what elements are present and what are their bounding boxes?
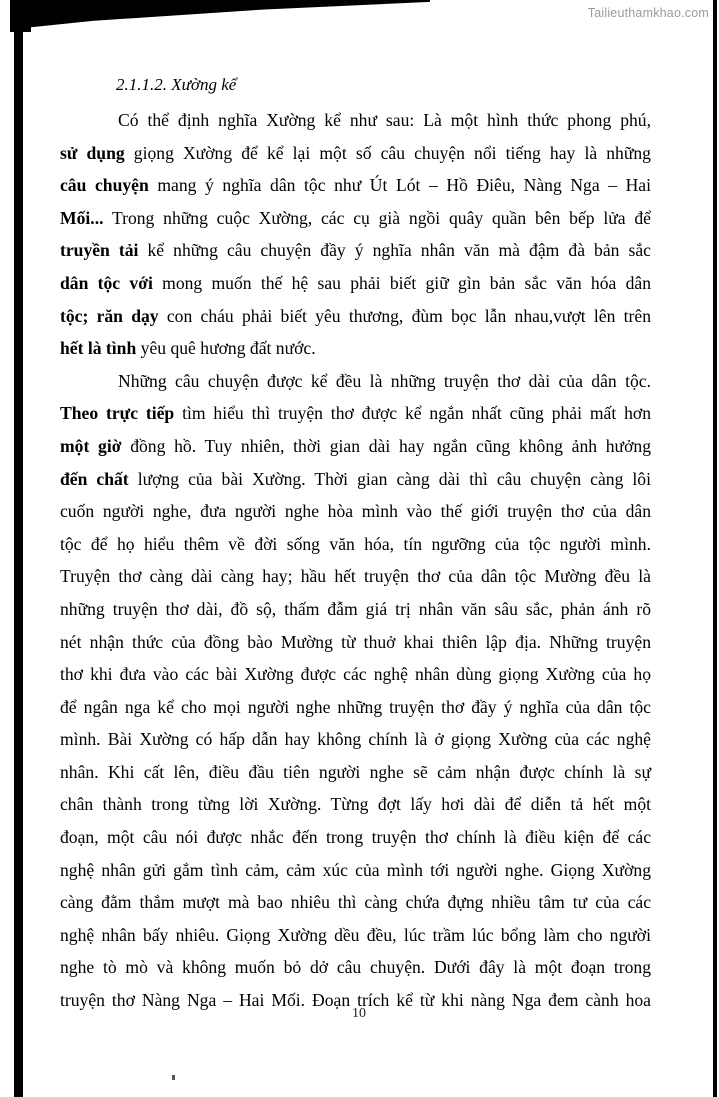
line-text: nhân. Khi cất lên, điều đầu tiên người nghe sẽ cảm nhận được chính là sự xyxy=(60,761,651,782)
line-text: con cháu phải biết yêu thương, đùm bọc lẫn nhau,vượt lên trên xyxy=(158,305,652,326)
text-line xyxy=(60,234,651,267)
scan-left-border xyxy=(14,0,23,1097)
bold-lead: sử dụng xyxy=(60,142,125,163)
text-line xyxy=(60,886,651,919)
text-line xyxy=(60,528,651,561)
line-text: mang ý nghĩa dân tộc như Út Lót – Hồ Điêu, Nàng Nga – Hai xyxy=(148,175,651,196)
text-line xyxy=(60,723,651,756)
text-line xyxy=(60,593,651,626)
document-body xyxy=(60,104,651,1017)
line-text: yêu quê hương đất nước. xyxy=(136,338,316,359)
text-line xyxy=(60,854,651,887)
line-text: cuốn người nghe, đưa người nghe hòa mình vào thế giới truyện thơ của dân xyxy=(60,501,651,522)
scan-speck xyxy=(172,1075,175,1080)
text-line xyxy=(60,919,651,952)
line-text: mong muốn thế hệ sau phải biết giữ gìn bản sắc văn hóa dân xyxy=(152,272,652,293)
line-text: để ngân nga kể cho mọi người nghe những truyện thơ đầy ý nghĩa của dân tộc xyxy=(60,696,651,717)
line-text: thơ khi đưa vào các bài Xường được các nghệ nhân dùng giọng Xường của họ xyxy=(60,664,651,685)
text-line xyxy=(60,430,651,463)
text-line xyxy=(60,658,651,691)
line-text: chân thành trong từng lời Xường. Từng đợt lấy hơi dài để diễn tả hết một xyxy=(60,794,651,815)
line-text: đoạn, một câu nói được nhắc đến trong truyện thơ chính là điều kiện để các xyxy=(60,827,651,848)
text-line xyxy=(60,397,651,430)
text-line xyxy=(60,137,651,170)
line-text: nghệ nhân bấy nhiêu. Giọng Xường dều đều, lúc trầm lúc bổng làm cho người xyxy=(60,924,651,945)
line-text: Truyện thơ càng dài càng hay; hầu hết truyện thơ của dân tộc Mường đều là xyxy=(60,566,651,587)
line-text: kể những câu chuyện đầy ý nghĩa nhân văn mà đậm đà bản sắc xyxy=(138,240,651,261)
bold-lead: Theo trực tiếp xyxy=(60,403,175,424)
line-text: Trong những cuộc Xường, các cụ già ngồi quây quần bên bếp lửa để xyxy=(103,207,651,228)
scan-right-border xyxy=(713,0,717,1097)
text-line xyxy=(60,626,651,659)
text-line xyxy=(60,169,651,202)
text-line xyxy=(60,332,651,365)
line-text: Những câu chuyện được kể đều là những truyện thơ dài của dân tộc. xyxy=(118,370,651,391)
text-line xyxy=(60,202,651,235)
watermark: Tailieuthamkhao.com xyxy=(587,6,709,20)
bold-lead: một giờ xyxy=(60,435,122,456)
line-text: Có thể định nghĩa Xường kể như sau: Là một hình thức phong phú, xyxy=(118,110,651,130)
text-line xyxy=(60,691,651,724)
line-text: nghệ nhân gửi gắm tình cảm, cảm xúc của mình tới người nghe. Giọng Xường xyxy=(60,859,651,880)
bold-lead: tộc; răn dạy xyxy=(60,305,159,326)
line-text: tộc để họ hiểu thêm về đời sống văn hóa, tín ngưỡng của tộc người mình. xyxy=(60,533,651,554)
text-line xyxy=(60,463,651,496)
text-line xyxy=(60,300,651,333)
text-line xyxy=(60,560,651,593)
section-heading: 2.1.1.2. Xường kể xyxy=(116,75,237,94)
text-line xyxy=(60,821,651,854)
text-line xyxy=(60,756,651,789)
line-text: giọng Xường để kể lại một số câu chuyện nổi tiếng hay là những xyxy=(124,142,651,163)
line-text: truyện thơ Nàng Nga – Hai Mối. Đoạn trích kể từ khi nàng Nga đem cành hoa xyxy=(60,990,651,1011)
text-line xyxy=(60,267,651,300)
line-text: những truyện thơ dài, đồ sộ, thấm đẫm giá trị nhân văn sâu sắc, phản ánh rõ xyxy=(60,598,651,619)
line-text: càng đằm thắm mượt mà bao nhiêu thì càng chứa đựng nhiều tâm tư của các xyxy=(60,892,651,913)
line-text: mình. Bài Xường có hấp dẫn hay không chính là ở giọng Xường của các nghệ xyxy=(60,729,651,750)
text-line xyxy=(60,951,651,984)
line-text: lượng của bài Xường. Thời gian càng dài thì câu chuyện càng lôi xyxy=(128,468,651,489)
line-text: nghe tò mò và không muốn bỏ dở câu chuyện. Dưới đây là một đoạn trong xyxy=(60,957,651,978)
line-text: tìm hiểu thì truyện thơ được kể ngắn nhất cũng phải mất hơn xyxy=(174,403,651,424)
bold-lead: truyền tải xyxy=(60,240,139,261)
text-line xyxy=(60,365,651,398)
text-line xyxy=(60,104,651,137)
text-line xyxy=(60,495,651,528)
bold-lead: câu chuyện xyxy=(60,175,149,196)
bold-lead: Mối... xyxy=(60,207,104,228)
text-line xyxy=(60,788,651,821)
bold-lead: dân tộc với xyxy=(60,272,153,293)
line-text: nét nhận thức của đồng bào Mường từ thuở khai thiên lập địa. Những truyện xyxy=(60,631,651,652)
scan-top-shadow xyxy=(10,0,430,32)
bold-lead: hết là tình xyxy=(60,338,137,359)
bold-lead: đến chất xyxy=(60,468,129,489)
page-number: 10 xyxy=(352,1006,366,1021)
line-text: đồng hồ. Tuy nhiên, thời gian dài hay ngắn cũng không ảnh hưởng xyxy=(121,435,651,456)
